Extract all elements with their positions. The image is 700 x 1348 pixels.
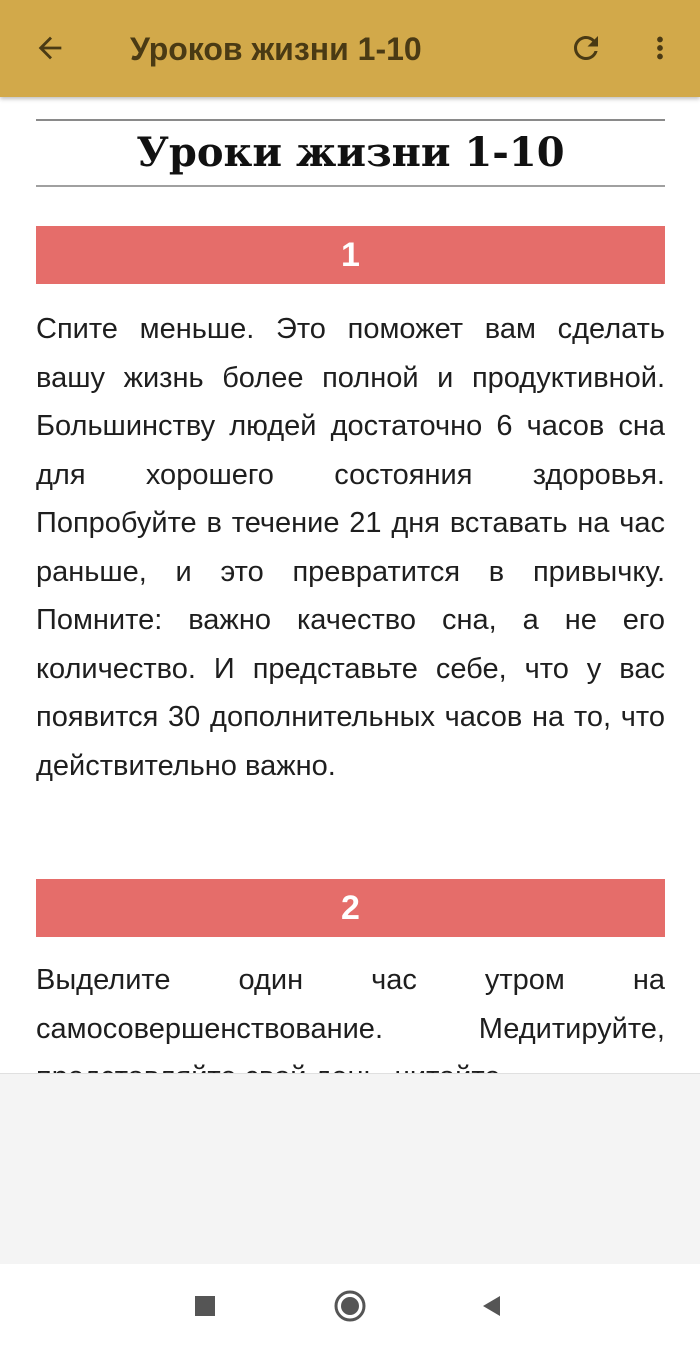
home-button[interactable] — [328, 1284, 372, 1328]
article-content[interactable] — [0, 97, 700, 1073]
nav-back-button[interactable] — [470, 1284, 514, 1328]
refresh-button[interactable] — [564, 26, 608, 70]
circle-icon — [333, 1289, 367, 1323]
square-icon — [194, 1295, 216, 1317]
article-title: Уроки жизни 1-10 — [36, 119, 665, 187]
bottom-panel — [0, 1073, 700, 1265]
lesson-header-1: 1 — [36, 226, 665, 284]
arrow-left-icon — [33, 31, 67, 65]
system-nav-bar — [0, 1264, 700, 1348]
lesson-header-2: 2 — [36, 879, 665, 937]
back-button[interactable] — [28, 26, 72, 70]
lesson-text-1: Спите меньше. Это поможет вам сделать вашу жизнь более полной и продуктивной. Большинству людей достаточно 6 часов сна для хорошего состояния здоровья. Попробуйте в течение 21 дня вставать на час раньше, и это превратится в привычку. Помните: важно качество сна, а не его количество. И представьте себе, что у вас появится 30 дополнительных часов на то, что действительно важно. — [36, 313, 665, 782]
recents-button[interactable] — [183, 1284, 227, 1328]
triangle-back-icon — [480, 1294, 504, 1318]
lesson-text-2: Выделите один час утром на самосовершенствование. Медитируйте, — [36, 964, 665, 1045]
more-vertical-icon — [643, 31, 677, 65]
app-bar-title: Уроков жизни 1-10 — [130, 31, 422, 67]
app-bar — [0, 0, 700, 97]
refresh-icon — [568, 30, 604, 66]
more-options-button[interactable] — [640, 26, 680, 70]
